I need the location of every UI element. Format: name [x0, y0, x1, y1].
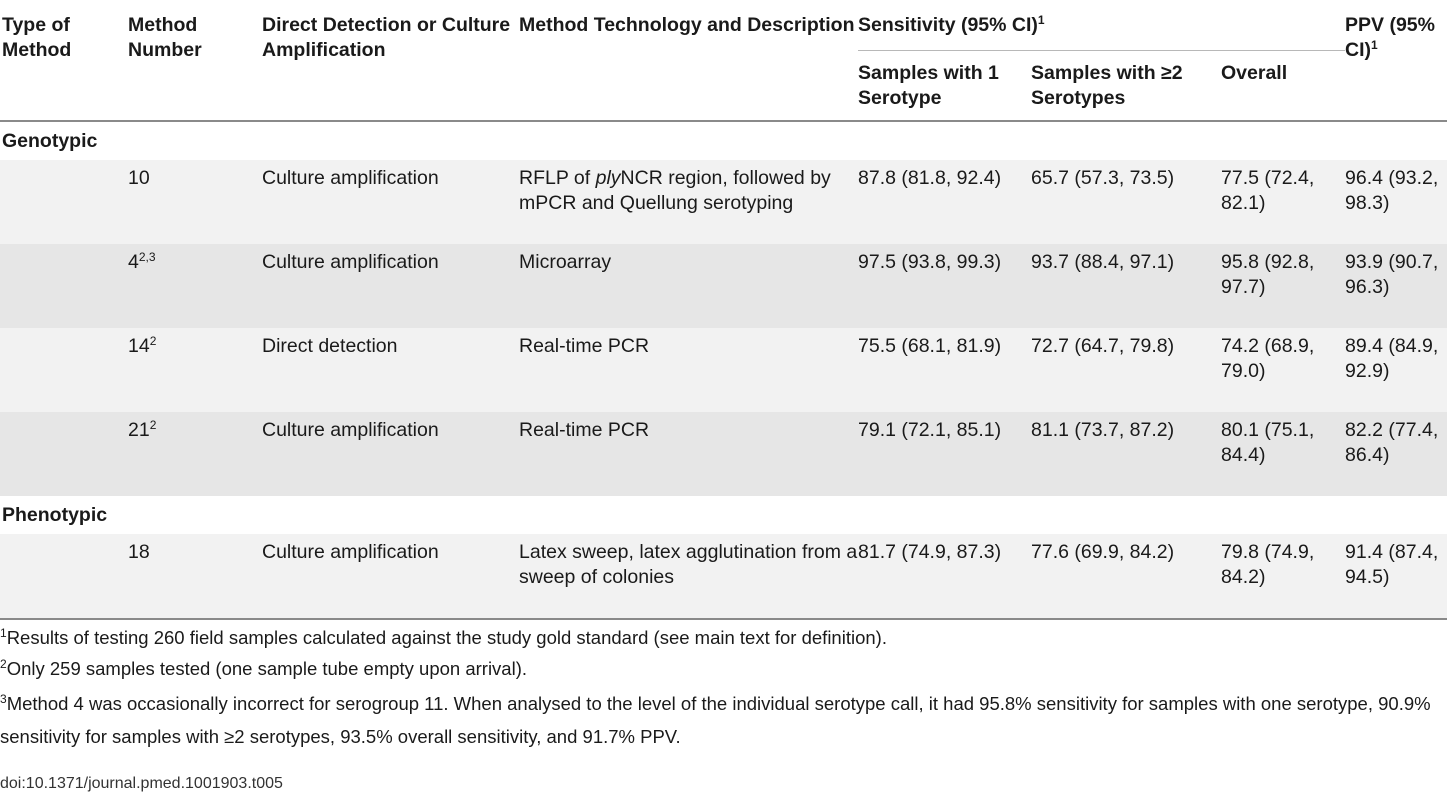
sensitivity-label: Sensitivity (95% CI)	[858, 14, 1038, 36]
ppv-footnote-mark: 1	[1371, 38, 1378, 52]
ppv-cell: 93.9 (90.7, 96.3)	[1345, 244, 1447, 328]
table-header	[0, 0, 1447, 121]
col-header-ppv	[1345, 0, 1447, 121]
section-label: Phenotypic	[0, 496, 1447, 534]
sensitivity-2-cell: 65.7 (57.3, 73.5)	[1031, 160, 1221, 244]
ppv-cell: 96.4 (93.2, 98.3)	[1345, 160, 1447, 244]
footnotes	[0, 625, 1447, 759]
sensitivity-1-cell: 81.7 (74.9, 87.3)	[858, 534, 1031, 619]
overall-cell: 95.8 (92.8, 97.7)	[1221, 244, 1345, 328]
technology-cell: Microarray	[519, 244, 858, 328]
method-number-cell: 18	[128, 534, 262, 619]
doi-link[interactable]: doi:10.1371/journal.pmed.1001903.t005	[0, 775, 283, 792]
sensitivity-2-cell: 77.6 (69.9, 84.2)	[1031, 534, 1221, 619]
ppv-cell: 82.2 (77.4, 86.4)	[1345, 412, 1447, 496]
detection-cell: Direct detection	[262, 328, 519, 412]
method-number-cell: $21^2$	[128, 412, 262, 496]
col-header-technology: Method Technology and Description	[519, 0, 858, 121]
table-row	[0, 328, 1447, 412]
detection-cell: Culture amplification	[262, 160, 519, 244]
table-row	[0, 160, 1447, 244]
col-header-detection: Direct Detection or Culture Amplification	[262, 0, 519, 121]
table-row	[0, 412, 1447, 496]
technology-cell: RFLP of plyNCR region, followed by mPCR and Quellung serotyping	[519, 160, 858, 244]
col-header-samples-1: Samples with 1 Serotype	[858, 51, 1031, 122]
sensitivity-footnote-mark: 1	[1037, 13, 1045, 27]
footnote-3: $^3$Method 4 was occasionally incorrect for serogroup 11. When analysed to the level of the individual serotype call, it had 95.8% sensitivity for samples with one serotype, 90.9% sensitivity for samples with ≥2 serotypes, 93.5% overall sensitivity, and 91.7% PPV.	[0, 692, 1431, 747]
sensitivity-1-cell: 75.5 (68.1, 81.9)	[858, 328, 1031, 412]
ppv-cell: 91.4 (87.4, 94.5)	[1345, 534, 1447, 619]
footnote-2: $^2$Only 259 samples tested (one sample tube empty upon arrival).	[0, 657, 528, 679]
section-row-genotypic	[0, 121, 1447, 160]
ppv-label: PPV (95% CI)	[1345, 14, 1435, 61]
section-row-phenotypic	[0, 496, 1447, 534]
col-header-type: Type of Method	[0, 0, 128, 121]
sensitivity-2-cell: 81.1 (73.7, 87.2)	[1031, 412, 1221, 496]
col-header-samples-2: Samples with ≥2 Serotypes	[1031, 51, 1221, 122]
overall-cell: 77.5 (72.4, 82.1)	[1221, 160, 1345, 244]
method-number-cell: 4$^{2,3}$	[128, 244, 262, 328]
sensitivity-1-cell: 97.5 (93.8, 99.3)	[858, 244, 1031, 328]
detection-cell: Culture amplification	[262, 534, 519, 619]
method-number-cell: 10	[128, 160, 262, 244]
col-header-method-number: Method Number	[128, 0, 262, 121]
technology-cell: Real-time PCR	[519, 412, 858, 496]
col-header-overall: Overall	[1221, 51, 1345, 122]
overall-cell: 80.1 (75.1, 84.4)	[1221, 412, 1345, 496]
ppv-cell: 89.4 (84.9, 92.9)	[1345, 328, 1447, 412]
detection-cell: Culture amplification	[262, 244, 519, 328]
method-number-cell: $14^2$	[128, 328, 262, 412]
technology-cell: Real-time PCR	[519, 328, 858, 412]
footnote-1: $^1$Results of testing 260 field samples calculated against the study gold standard (see main text for definition).	[0, 626, 887, 648]
overall-cell: 79.8 (74.9, 84.2)	[1221, 534, 1345, 619]
table-row	[0, 534, 1447, 619]
technology-cell: Latex sweep, latex agglutination from a sweep of colonies	[519, 534, 858, 619]
overall-cell: 74.2 (68.9, 79.0)	[1221, 328, 1345, 412]
sensitivity-2-cell: 93.7 (88.4, 97.1)	[1031, 244, 1221, 328]
section-label: Genotypic	[0, 121, 1447, 160]
sensitivity-1-cell: 79.1 (72.1, 85.1)	[858, 412, 1031, 496]
table-row	[0, 244, 1447, 328]
col-header-sensitivity	[858, 0, 1345, 51]
detection-cell: Culture amplification	[262, 412, 519, 496]
sensitivity-2-cell: 72.7 (64.7, 79.8)	[1031, 328, 1221, 412]
sensitivity-1-cell: 87.8 (81.8, 92.4)	[858, 160, 1031, 244]
